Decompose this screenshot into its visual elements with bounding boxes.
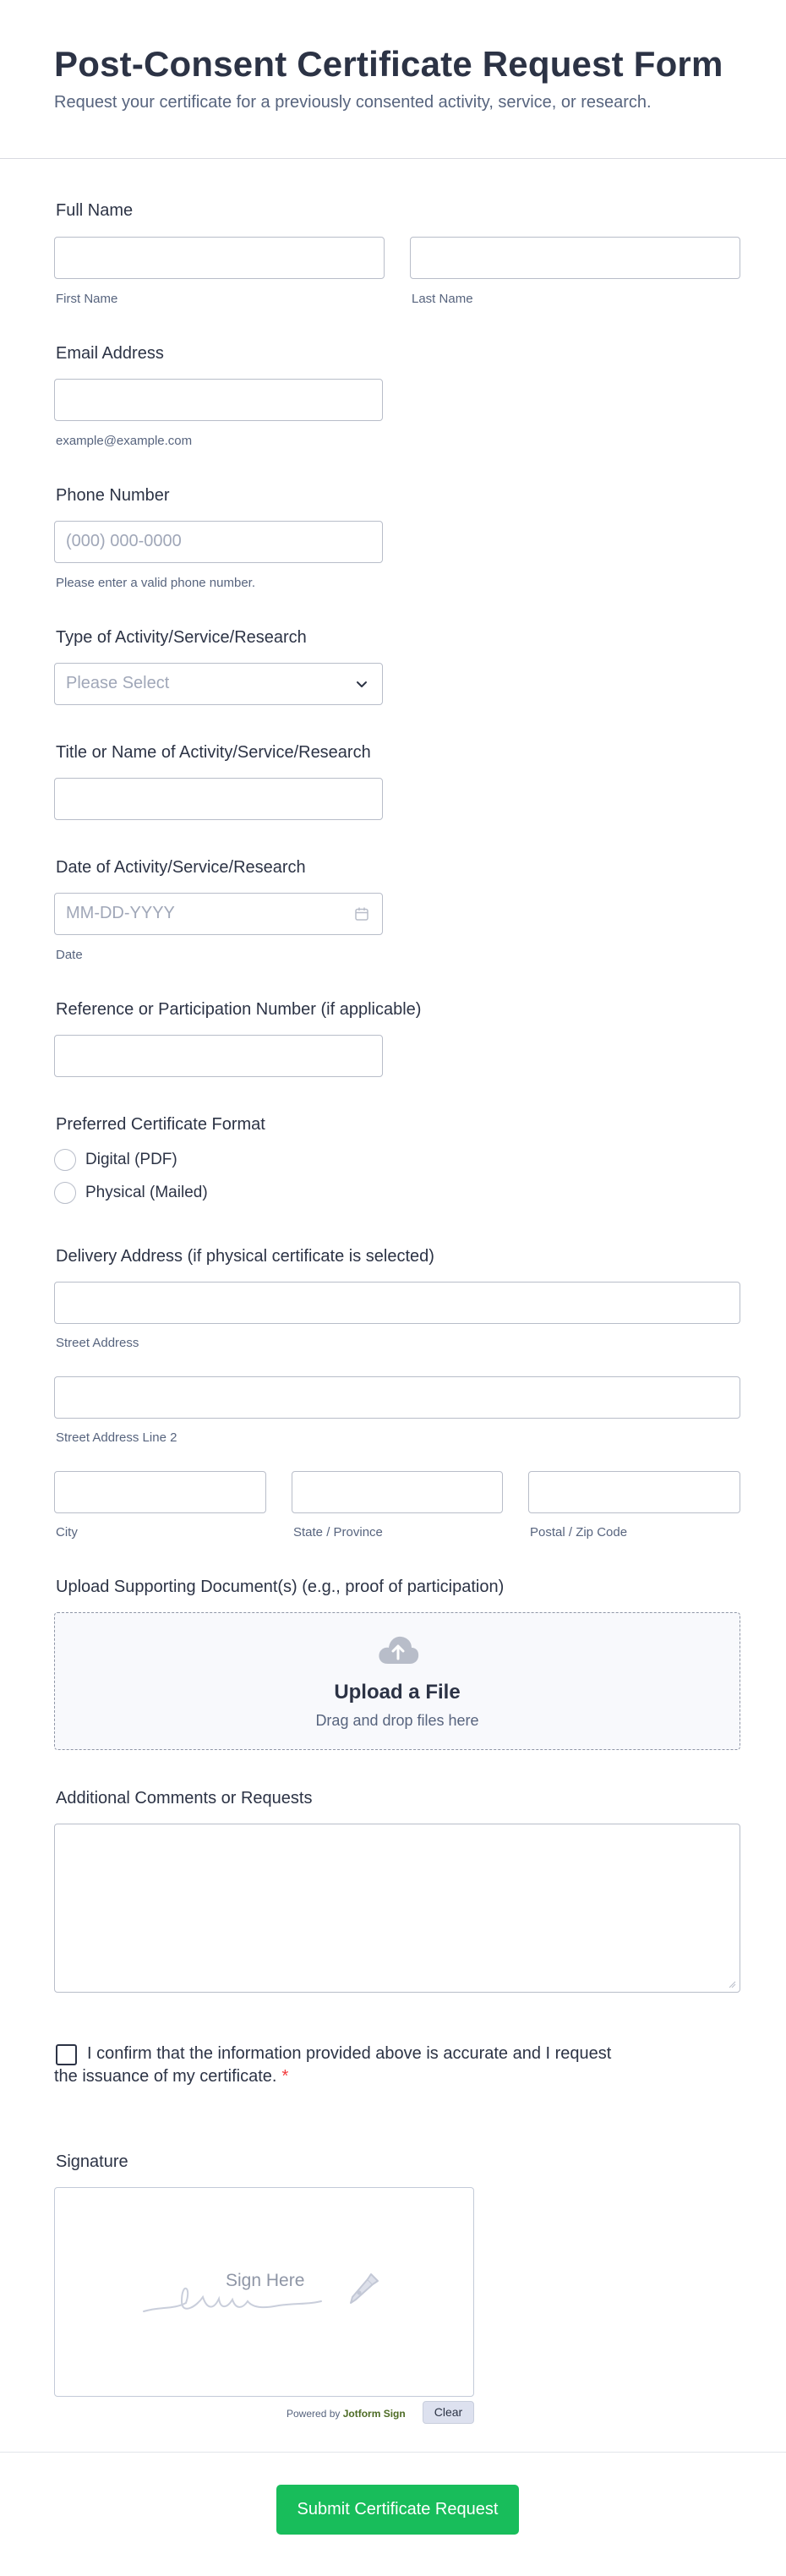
last-name-sublabel: Last Name xyxy=(412,292,473,306)
powered-brand: Jotform Sign xyxy=(342,2408,406,2420)
state-input[interactable] xyxy=(292,1471,503,1513)
upload-label: Upload Supporting Document(s) (e.g., proof of participation) xyxy=(56,1578,505,1596)
first-name-input[interactable] xyxy=(54,237,385,279)
signature-label: Signature xyxy=(56,2152,128,2171)
confirm-checkbox[interactable] xyxy=(56,2044,77,2065)
form-header xyxy=(0,0,786,159)
confirm-text-end: the issuance of my certificate. xyxy=(54,2067,277,2086)
state-sublabel: State / Province xyxy=(293,1525,383,1540)
email-label: Email Address xyxy=(56,344,164,363)
street-address-input[interactable] xyxy=(54,1282,740,1324)
activity-title-input[interactable] xyxy=(54,778,383,820)
radio-button[interactable] xyxy=(54,1182,76,1204)
format-option-label: Digital (PDF) xyxy=(85,1151,177,1168)
comments-textarea[interactable] xyxy=(54,1824,740,1993)
file-upload-dropzone[interactable] xyxy=(54,1612,740,1750)
activity-title-label: Title or Name of Activity/Service/Research xyxy=(56,743,371,762)
signature-placeholder: Sign Here xyxy=(226,2271,305,2290)
comments-label: Additional Comments or Requests xyxy=(56,1789,313,1808)
submit-button[interactable]: Submit Certificate Request xyxy=(276,2485,519,2535)
resize-handle-icon[interactable] xyxy=(728,1980,736,1988)
email-input[interactable] xyxy=(54,379,383,421)
radio-button[interactable] xyxy=(54,1149,76,1171)
address-label: Delivery Address (if physical certificate is selected) xyxy=(56,1247,434,1266)
phone-input[interactable] xyxy=(54,521,383,563)
city-input[interactable] xyxy=(54,1471,266,1513)
activity-type-selected: Please Select xyxy=(66,674,170,692)
format-option-physical[interactable] xyxy=(54,1180,208,1206)
chevron-down-icon xyxy=(353,675,370,692)
upload-title: Upload a File xyxy=(334,1681,461,1704)
cloud-upload-icon xyxy=(376,1633,420,1665)
confirm-text-line2 xyxy=(54,2067,288,2087)
zip-sublabel: Postal / Zip Code xyxy=(530,1525,628,1540)
street-address-sublabel: Street Address xyxy=(56,1336,139,1350)
phone-placeholder: (000) 000-0000 xyxy=(66,532,182,550)
street-address-2-input[interactable] xyxy=(54,1376,740,1419)
phone-sublabel: Please enter a valid phone number. xyxy=(56,576,255,590)
required-mark: * xyxy=(281,2067,289,2086)
activity-type-select[interactable] xyxy=(54,663,383,705)
city-sublabel: City xyxy=(56,1525,78,1540)
pen-icon xyxy=(344,2269,383,2305)
format-option-label: Physical (Mailed) xyxy=(85,1184,208,1201)
activity-date-input[interactable] xyxy=(54,893,383,935)
full-name-label: Full Name xyxy=(56,201,134,220)
last-name-input[interactable] xyxy=(410,237,740,279)
signature-pad[interactable] xyxy=(54,2187,474,2397)
zip-input[interactable] xyxy=(528,1471,740,1513)
activity-date-sublabel: Date xyxy=(56,948,83,962)
calendar-icon[interactable] xyxy=(353,905,370,922)
street-address-2-sublabel: Street Address Line 2 xyxy=(56,1430,177,1445)
clear-signature-button[interactable]: Clear xyxy=(423,2401,474,2424)
upload-subtitle: Drag and drop files here xyxy=(315,1712,479,1729)
first-name-sublabel: First Name xyxy=(56,292,118,306)
phone-label: Phone Number xyxy=(56,486,170,505)
activity-date-label: Date of Activity/Service/Research xyxy=(56,858,306,877)
activity-date-placeholder: MM-DD-YYYY xyxy=(66,904,175,922)
reference-input[interactable] xyxy=(54,1035,383,1077)
page-title: Post-Consent Certificate Request Form xyxy=(54,44,723,84)
page-subtitle: Request your certificate for a previously consented activity, service, or research. xyxy=(54,93,652,112)
activity-type-label: Type of Activity/Service/Research xyxy=(56,628,307,647)
email-sublabel: example@example.com xyxy=(56,434,193,448)
confirm-text-line1: I confirm that the information provided above is accurate and I request xyxy=(87,2044,612,2063)
footer-divider xyxy=(0,2452,786,2453)
format-option-digital[interactable] xyxy=(54,1147,177,1173)
powered-prefix: Powered by xyxy=(287,2408,341,2420)
powered-by xyxy=(287,2408,406,2420)
reference-label: Reference or Participation Number (if applicable) xyxy=(56,1000,422,1019)
format-label: Preferred Certificate Format xyxy=(56,1115,265,1134)
